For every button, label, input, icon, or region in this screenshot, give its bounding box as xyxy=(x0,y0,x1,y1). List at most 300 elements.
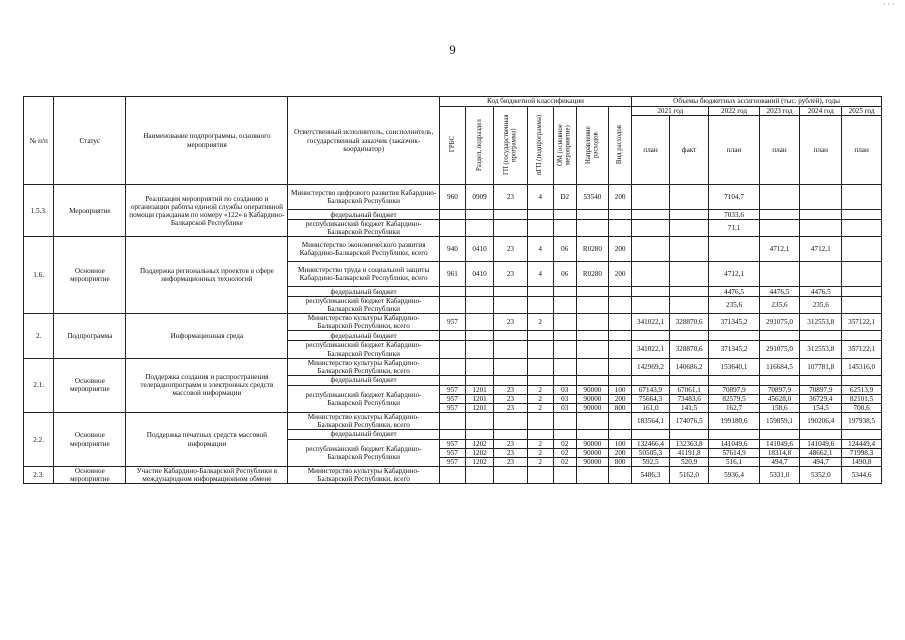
code-rz xyxy=(465,331,493,341)
code-grbs xyxy=(439,287,465,297)
code-grbs xyxy=(439,220,465,237)
value-cell: 132466,4 xyxy=(632,440,670,449)
row-status: Мероприятие xyxy=(54,185,126,237)
code-vid: 100 xyxy=(609,440,632,449)
code-napr xyxy=(576,375,608,385)
row-executor: федеральный бюджет xyxy=(288,210,440,220)
code-grbs: 957 xyxy=(439,314,465,331)
code-rz: 1202 xyxy=(465,458,493,467)
code-om xyxy=(553,467,576,484)
value-cell xyxy=(759,262,800,287)
value-cell: 291075,0 xyxy=(759,341,800,358)
header-executor: Ответственный исполнитель, соисполнитель, государственный заказчик (заказчик-координатор) xyxy=(288,97,440,185)
code-om: 02 xyxy=(553,449,576,458)
value-cell: 73483,6 xyxy=(669,394,709,403)
code-vid xyxy=(609,358,632,375)
code-rz xyxy=(465,412,493,429)
code-rz xyxy=(465,430,493,440)
code-vid: 200 xyxy=(609,262,632,287)
row-executor: Министерство труда и социальной защиты Кабардино-Балкарской Республики, всего xyxy=(288,262,440,287)
value-cell: 7033,6 xyxy=(709,210,759,220)
value-cell: 371345,2 xyxy=(709,314,759,331)
code-vid xyxy=(609,412,632,429)
header-status: Статус xyxy=(54,97,126,185)
code-om: 03 xyxy=(553,385,576,394)
value-cell: 70897,9 xyxy=(709,385,759,394)
code-rz xyxy=(465,287,493,297)
code-vid xyxy=(609,297,632,314)
value-cell: 357122,1 xyxy=(842,341,882,358)
code-gp: 23 xyxy=(494,185,527,210)
value-cell xyxy=(842,220,882,237)
code-vid: 100 xyxy=(609,385,632,394)
value-cell xyxy=(759,220,800,237)
row-name: Поддержка создания и распространения телерадиопрограмм и электронных средств массовой информации xyxy=(126,358,288,412)
code-pgp xyxy=(527,412,553,429)
code-om xyxy=(553,297,576,314)
row-executor: федеральный бюджет xyxy=(288,375,440,385)
header-name: Наименование подпрограммы, основного мероприятия xyxy=(126,97,288,185)
value-cell: 328870,6 xyxy=(669,341,709,358)
code-grbs: 957 xyxy=(439,394,465,403)
code-grbs xyxy=(439,412,465,429)
value-cell xyxy=(669,210,709,220)
code-grbs: 957 xyxy=(439,449,465,458)
value-cell xyxy=(632,375,670,385)
code-napr xyxy=(576,341,608,358)
code-vid: 200 xyxy=(609,449,632,458)
value-cell: 494,7 xyxy=(800,458,842,467)
header-code-group: Код бюджетной классификации xyxy=(439,97,631,107)
value-cell: 5936,4 xyxy=(709,467,759,484)
code-om xyxy=(553,314,576,331)
value-cell xyxy=(669,331,709,341)
value-cell xyxy=(759,430,800,440)
code-rz: 1201 xyxy=(465,394,493,403)
code-gp xyxy=(494,287,527,297)
value-cell xyxy=(632,430,670,440)
table-row xyxy=(24,185,882,210)
row-number: 2. xyxy=(24,314,54,358)
table-row xyxy=(24,467,882,484)
code-pgp: 2 xyxy=(527,403,553,412)
code-om: 06 xyxy=(553,262,576,287)
code-grbs xyxy=(439,341,465,358)
header-code-gp: ГП (государственная программа) xyxy=(494,107,527,185)
code-grbs xyxy=(439,331,465,341)
code-napr: 90000 xyxy=(576,403,608,412)
corner-mark: · · · xyxy=(883,0,895,9)
code-om: 03 xyxy=(553,403,576,412)
code-om xyxy=(553,331,576,341)
value-cell: 153640,1 xyxy=(709,358,759,375)
budget-table xyxy=(23,96,882,484)
row-name: Реализация мероприятий по созданию и организации работы единой службы оперативной помощи гражданам по номеру «122» в Кабардино-Балкарской Республике xyxy=(126,185,288,237)
value-cell: 57614,9 xyxy=(709,449,759,458)
code-gp xyxy=(494,412,527,429)
code-rz: 0410 xyxy=(465,262,493,287)
row-executor: Министерство культуры Кабардино-Балкарской Республики, всего xyxy=(288,358,440,375)
row-status: Основное мероприятие xyxy=(54,412,126,466)
value-cell: 5344,6 xyxy=(842,467,882,484)
code-gp: 23 xyxy=(494,262,527,287)
value-cell: 82579,5 xyxy=(709,394,759,403)
code-grbs: 960 xyxy=(439,185,465,210)
value-cell: 162,7 xyxy=(709,403,759,412)
row-status: Основное мероприятие xyxy=(54,467,126,484)
value-cell: 235,6 xyxy=(800,297,842,314)
value-cell xyxy=(669,220,709,237)
code-rz xyxy=(465,358,493,375)
code-rz: 0909 xyxy=(465,185,493,210)
code-om: 02 xyxy=(553,440,576,449)
header-code-om: ОМ (основное мероприятие) xyxy=(553,107,576,185)
code-vid xyxy=(609,210,632,220)
value-cell: 154,5 xyxy=(800,403,842,412)
code-grbs: 957 xyxy=(439,403,465,412)
value-cell: 5486,3 xyxy=(632,467,670,484)
value-cell: 1490,8 xyxy=(842,458,882,467)
value-cell: 141049,6 xyxy=(759,440,800,449)
value-cell xyxy=(842,430,882,440)
value-cell xyxy=(842,210,882,220)
value-cell xyxy=(800,220,842,237)
code-om xyxy=(553,341,576,358)
value-cell: 341022,1 xyxy=(632,341,670,358)
code-napr: 90000 xyxy=(576,440,608,449)
value-cell: 159859,1 xyxy=(759,412,800,429)
header-year-2021: 2021 год xyxy=(632,107,709,116)
code-pgp xyxy=(527,467,553,484)
value-cell: 48662,1 xyxy=(800,449,842,458)
row-number: 1.5.3. xyxy=(24,185,54,237)
value-cell: 183564,1 xyxy=(632,412,670,429)
code-vid xyxy=(609,314,632,331)
value-cell xyxy=(842,185,882,210)
code-vid xyxy=(609,287,632,297)
code-om xyxy=(553,430,576,440)
code-vid: 800 xyxy=(609,458,632,467)
row-executor: республиканский бюджет Кабардино-Балкарской Республики xyxy=(288,385,440,412)
code-napr xyxy=(576,210,608,220)
value-cell: 199180,6 xyxy=(709,412,759,429)
value-cell: 70897,9 xyxy=(759,385,800,394)
value-cell: 50505,3 xyxy=(632,449,670,458)
code-pgp: 2 xyxy=(527,314,553,331)
code-napr xyxy=(576,297,608,314)
code-gp: 23 xyxy=(494,385,527,394)
code-gp xyxy=(494,331,527,341)
row-status: Основное мероприятие xyxy=(54,358,126,412)
value-cell: 7104,7 xyxy=(709,185,759,210)
value-cell: 494,7 xyxy=(759,458,800,467)
value-cell: 592,5 xyxy=(632,458,670,467)
header-sub-fact: факт xyxy=(669,116,709,185)
value-cell xyxy=(800,331,842,341)
row-executor: федеральный бюджет xyxy=(288,287,440,297)
code-grbs: 957 xyxy=(439,440,465,449)
value-cell: 235,6 xyxy=(709,297,759,314)
code-vid xyxy=(609,430,632,440)
value-cell xyxy=(669,297,709,314)
value-cell: 141,5 xyxy=(669,403,709,412)
table-header xyxy=(24,97,882,185)
value-cell xyxy=(842,287,882,297)
value-cell: 132363,8 xyxy=(669,440,709,449)
value-cell xyxy=(842,331,882,341)
value-cell xyxy=(632,237,670,262)
value-cell xyxy=(632,210,670,220)
code-om: D2 xyxy=(553,185,576,210)
row-name: Участие Кабардино-Балкарской Республики в международном информационном обмене xyxy=(126,467,288,484)
code-grbs: 957 xyxy=(439,385,465,394)
row-number: 2.3. xyxy=(24,467,54,484)
code-gp xyxy=(494,220,527,237)
value-cell: 82101,5 xyxy=(842,394,882,403)
code-pgp xyxy=(527,210,553,220)
header-sub-plan: план xyxy=(709,116,759,185)
code-rz xyxy=(465,341,493,358)
code-pgp xyxy=(527,287,553,297)
value-cell xyxy=(709,237,759,262)
code-rz xyxy=(465,220,493,237)
code-om: 02 xyxy=(553,458,576,467)
value-cell: 45628,0 xyxy=(759,394,800,403)
row-executor: Министерство культуры Кабардино-Балкарской Республики, всего xyxy=(288,314,440,331)
header-code-napr: Направление расходов xyxy=(576,107,608,185)
code-rz xyxy=(465,210,493,220)
value-cell: 174076,5 xyxy=(669,412,709,429)
code-napr xyxy=(576,412,608,429)
value-cell xyxy=(669,430,709,440)
code-grbs xyxy=(439,358,465,375)
value-cell xyxy=(669,185,709,210)
value-cell xyxy=(632,220,670,237)
code-grbs: 961 xyxy=(439,262,465,287)
value-cell: 62513,9 xyxy=(842,385,882,394)
code-pgp xyxy=(527,375,553,385)
value-cell xyxy=(669,237,709,262)
value-cell xyxy=(842,237,882,262)
code-gp: 23 xyxy=(494,237,527,262)
value-cell: 4476,5 xyxy=(709,287,759,297)
code-pgp xyxy=(527,430,553,440)
table-body xyxy=(24,185,882,484)
table-row xyxy=(24,412,882,429)
value-cell xyxy=(800,430,842,440)
header-code-razdel: Раздел, подраздел xyxy=(465,107,493,185)
value-cell xyxy=(669,287,709,297)
header-year-2024: 2024 год xyxy=(800,107,842,116)
code-gp: 23 xyxy=(494,403,527,412)
row-name: Информационная среда xyxy=(126,314,288,358)
code-pgp xyxy=(527,220,553,237)
value-cell xyxy=(632,331,670,341)
header-sub-plan: план xyxy=(759,116,800,185)
code-gp xyxy=(494,297,527,314)
code-grbs xyxy=(439,430,465,440)
value-cell: 141049,6 xyxy=(800,440,842,449)
row-executor: федеральный бюджет xyxy=(288,430,440,440)
code-pgp: 2 xyxy=(527,449,553,458)
code-grbs xyxy=(439,467,465,484)
value-cell: 197938,5 xyxy=(842,412,882,429)
value-cell: 161,0 xyxy=(632,403,670,412)
header-code-vid: Вид расходов xyxy=(609,107,632,185)
code-rz xyxy=(465,375,493,385)
code-napr xyxy=(576,331,608,341)
value-cell xyxy=(759,210,800,220)
value-cell xyxy=(759,185,800,210)
row-number: 2.2. xyxy=(24,412,54,466)
value-cell xyxy=(669,375,709,385)
value-cell xyxy=(800,262,842,287)
value-cell: 4476,5 xyxy=(800,287,842,297)
value-cell: 5162,0 xyxy=(669,467,709,484)
code-napr: 90000 xyxy=(576,458,608,467)
code-grbs xyxy=(439,297,465,314)
value-cell: 140686,2 xyxy=(669,358,709,375)
code-rz: 1202 xyxy=(465,440,493,449)
value-cell: 371345,2 xyxy=(709,341,759,358)
value-cell: 4712,1 xyxy=(709,262,759,287)
code-gp xyxy=(494,375,527,385)
value-cell: 116684,5 xyxy=(759,358,800,375)
code-pgp: 4 xyxy=(527,262,553,287)
code-gp xyxy=(494,430,527,440)
value-cell: 328870,6 xyxy=(669,314,709,331)
code-pgp: 4 xyxy=(527,237,553,262)
value-cell xyxy=(800,375,842,385)
value-cell: 67143,9 xyxy=(632,385,670,394)
header-year-2022: 2022 год xyxy=(709,107,759,116)
header-year-2025: 2025 год xyxy=(842,107,882,116)
code-om xyxy=(553,412,576,429)
value-cell: 142969,2 xyxy=(632,358,670,375)
row-executor: Министерство экономического развития Кабардино-Балкарской Республики, всего xyxy=(288,237,440,262)
code-pgp: 2 xyxy=(527,394,553,403)
code-om: 06 xyxy=(553,237,576,262)
code-om xyxy=(553,375,576,385)
row-executor: республиканский бюджет Кабардино-Балкарской Республики xyxy=(288,440,440,467)
value-cell: 341022,1 xyxy=(632,314,670,331)
header-year-2023: 2023 год xyxy=(759,107,800,116)
value-cell: 5331,0 xyxy=(759,467,800,484)
header-sub-plan: план xyxy=(800,116,842,185)
header-code-pgp: пГП (подпрограмма) xyxy=(527,107,553,185)
code-rz xyxy=(465,314,493,331)
code-rz: 1201 xyxy=(465,403,493,412)
code-gp: 23 xyxy=(494,314,527,331)
code-grbs xyxy=(439,210,465,220)
value-cell: 107781,8 xyxy=(800,358,842,375)
value-cell xyxy=(632,185,670,210)
value-cell: 70897,9 xyxy=(800,385,842,394)
code-grbs xyxy=(439,375,465,385)
code-gp xyxy=(494,358,527,375)
code-vid xyxy=(609,341,632,358)
value-cell xyxy=(800,210,842,220)
code-napr: 90000 xyxy=(576,449,608,458)
value-cell: 4476,5 xyxy=(759,287,800,297)
row-executor: республиканский бюджет Кабардино-Балкарской Республики xyxy=(288,297,440,314)
value-cell xyxy=(709,331,759,341)
value-cell xyxy=(842,375,882,385)
value-cell: 4712,1 xyxy=(800,237,842,262)
value-cell: 520,9 xyxy=(669,458,709,467)
code-napr: 90000 xyxy=(576,385,608,394)
header-sub-plan: план xyxy=(842,116,882,185)
value-cell: 158,6 xyxy=(759,403,800,412)
code-gp xyxy=(494,467,527,484)
value-cell: 124449,4 xyxy=(842,440,882,449)
code-vid: 200 xyxy=(609,237,632,262)
row-executor: федеральный бюджет xyxy=(288,331,440,341)
value-cell: 41191,8 xyxy=(669,449,709,458)
value-cell: 357122,1 xyxy=(842,314,882,331)
page-number: 9 xyxy=(449,42,456,57)
code-vid xyxy=(609,375,632,385)
code-napr: 90000 xyxy=(576,394,608,403)
code-om xyxy=(553,210,576,220)
code-napr xyxy=(576,287,608,297)
value-cell: 145316,0 xyxy=(842,358,882,375)
code-om xyxy=(553,220,576,237)
code-gp xyxy=(494,341,527,358)
code-pgp: 2 xyxy=(527,385,553,394)
code-vid: 200 xyxy=(609,185,632,210)
code-gp: 23 xyxy=(494,394,527,403)
code-pgp xyxy=(527,358,553,375)
value-cell: 291075,0 xyxy=(759,314,800,331)
row-executor: Министерство культуры Кабардино-Балкарской Республики, всего xyxy=(288,412,440,429)
code-rz: 1201 xyxy=(465,385,493,394)
code-rz: 0410 xyxy=(465,237,493,262)
value-cell: 312553,8 xyxy=(800,314,842,331)
code-gp: 23 xyxy=(494,440,527,449)
row-number: 1.6. xyxy=(24,237,54,314)
code-grbs: 957 xyxy=(439,458,465,467)
code-rz: 1202 xyxy=(465,449,493,458)
code-pgp: 4 xyxy=(527,185,553,210)
code-gp: 23 xyxy=(494,458,527,467)
code-pgp xyxy=(527,297,553,314)
value-cell: 5352,0 xyxy=(800,467,842,484)
row-name: Поддержка региональных проектов в сфере информационных технологий xyxy=(126,237,288,314)
code-pgp xyxy=(527,331,553,341)
value-cell xyxy=(632,287,670,297)
code-vid xyxy=(609,220,632,237)
code-vid: 800 xyxy=(609,403,632,412)
value-cell xyxy=(842,262,882,287)
value-cell xyxy=(709,430,759,440)
value-cell: 71998,3 xyxy=(842,449,882,458)
code-napr: R0280 xyxy=(576,262,608,287)
value-cell xyxy=(759,375,800,385)
code-pgp: 2 xyxy=(527,458,553,467)
code-napr: R0280 xyxy=(576,237,608,262)
row-number: 2.1. xyxy=(24,358,54,412)
code-pgp: 2 xyxy=(527,440,553,449)
table-row xyxy=(24,237,882,262)
code-napr xyxy=(576,314,608,331)
header-code-grbs: ГРБС xyxy=(439,107,465,185)
code-vid: 200 xyxy=(609,394,632,403)
code-gp xyxy=(494,210,527,220)
code-napr xyxy=(576,358,608,375)
code-napr xyxy=(576,430,608,440)
value-cell xyxy=(800,185,842,210)
